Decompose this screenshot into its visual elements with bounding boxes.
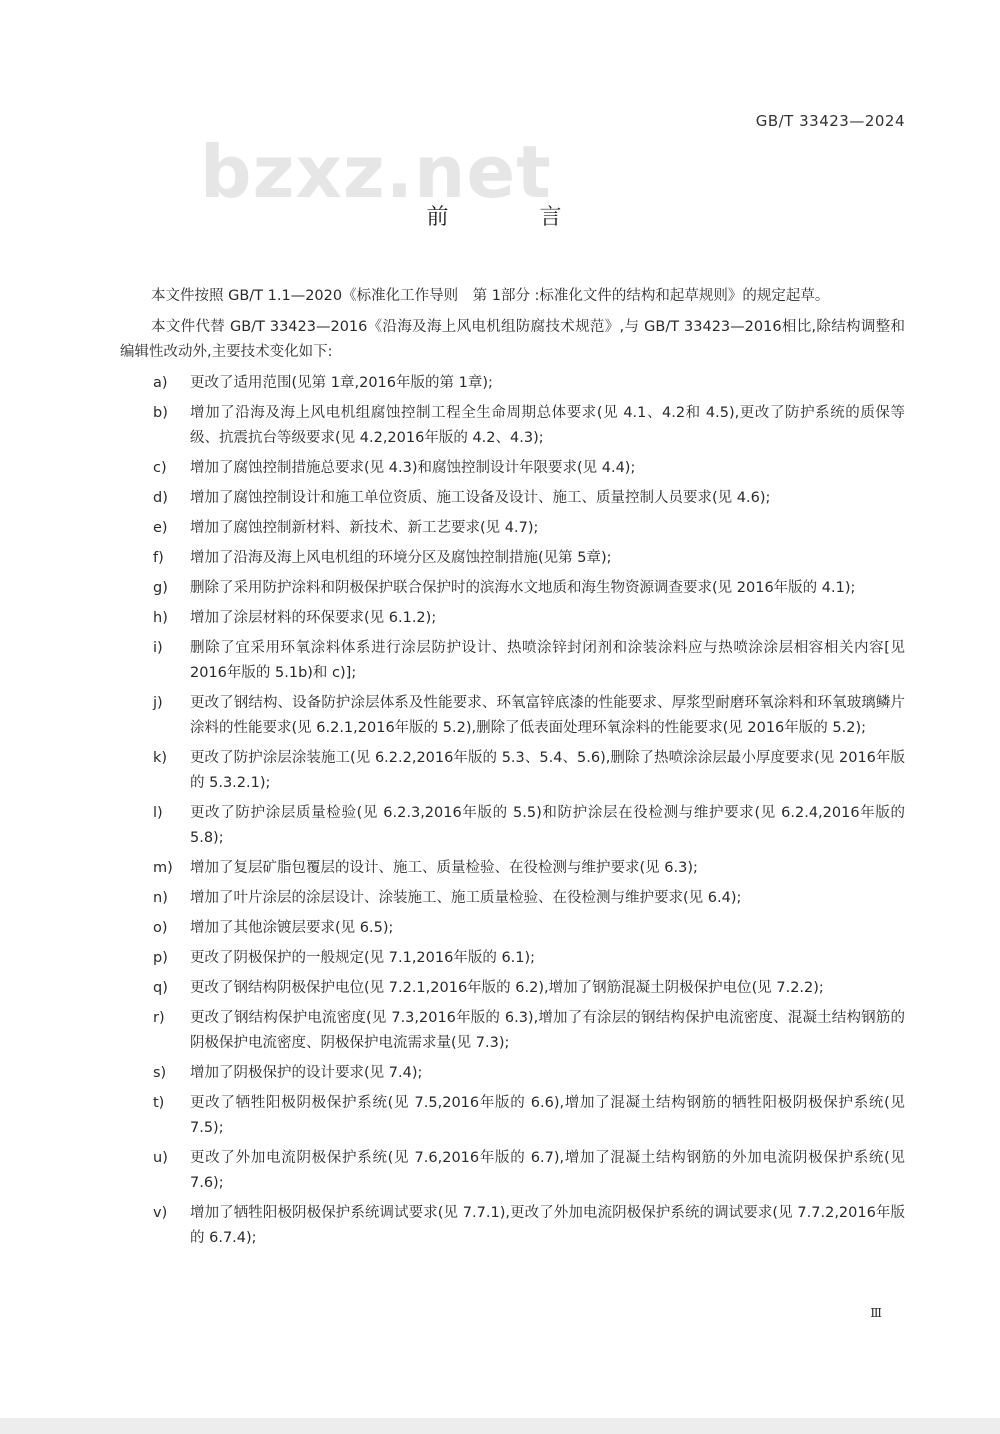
list-item-marker: f) [153,550,164,566]
list-item-marker: q) [153,980,168,996]
list-item-marker: v) [153,1205,168,1221]
watermark: bzxz.net [200,130,552,214]
list-item-marker: c) [153,460,167,476]
list-item [120,546,905,571]
standard-code: GB/T 33423—2024 [755,112,905,130]
list-item [120,976,905,1001]
list-item-text: 增加了涂层材料的环保要求(见 6.1.2); [190,610,437,626]
list-item [120,486,905,511]
list-item-marker: r) [153,1010,165,1026]
list-item [120,916,905,941]
list-item-text: 删除了宜采用环氧涂料体系进行涂层防护设计、热喷涂锌封闭剂和涂装涂料应与热喷涂涂层相容相关内容[见 2016年版的 5.1b)和 c)]; [190,640,905,681]
list-item-text: 更改了钢结构、设备防护涂层体系及性能要求、环氧富锌底漆的性能要求、厚浆型耐磨环氧涂料和环氧玻璃鳞片涂料的性能要求(见 6.2.1,2016年版的 5.2),删除了低表面处理环氧涂料的性能要求(见 2016年版的 5.2); [190,695,905,736]
list-item-marker: u) [153,1150,168,1166]
list-item-text: 增加了沿海及海上风电机组腐蚀控制工程全生命周期总体要求(见 4.1、4.2和 4.5),更改了防护系统的质保等级、抗震抗台等级要求(见 4.2,2016年版的 4.2、4.3); [190,405,905,446]
list-item [120,636,905,686]
list-item-marker: j) [153,695,163,711]
paragraph-1: 本文件按照 GB/T 1.1—2020《标准化工作导则 第 1部分 :标准化文件的结构和起草规则》的规定起草。 [151,288,830,304]
list-item-marker: a) [153,375,168,391]
list-item-marker: m) [153,860,173,876]
list-item-text: 更改了适用范围(见第 1章,2016年版的第 1章); [190,375,493,391]
list-item-text: 增加了其他涂镀层要求(见 6.5); [190,920,394,936]
list-item-marker: g) [153,580,168,596]
list-item [120,606,905,631]
list-item-marker: h) [153,610,168,626]
list-item-text: 更改了牺牲阳极阴极保护系统(见 7.5,2016年版的 6.6),增加了混凝土结构钢筋的牺牲阳极阴极保护系统(见 7.5); [190,1095,905,1136]
list-item-marker: s) [153,1065,167,1081]
list-item [120,691,905,741]
paragraph-2: 本文件代替 GB/T 33423—2016《沿海及海上风电机组防腐技术规范》,与 GB/T 33423—2016相比,除结构调整和编辑性改动外,主要技术变化如下: [120,319,905,360]
list-item-marker: n) [153,890,168,906]
list-item-text: 更改了阴极保护的一般规定(见 7.1,2016年版的 6.1); [190,950,536,966]
list-item-text: 更改了钢结构阴极保护电位(见 7.2.1,2016年版的 6.2),增加了钢筋混凝土阴极保护电位(见 7.2.2); [190,980,824,996]
list-item-text: 增加了沿海及海上风电机组的环境分区及腐蚀控制措施(见第 5章); [190,550,612,566]
list-item [120,576,905,601]
list-item [120,801,905,851]
list-item [120,1006,905,1056]
list-item [120,946,905,971]
list-item-marker: d) [153,490,168,506]
list-item-text: 更改了防护涂层质量检验(见 6.2.3,2016年版的 5.5)和防护涂层在役检测与维护要求(见 6.2.4,2016年版的 5.8); [190,805,905,846]
list-item-marker: k) [153,750,168,766]
list-item-text: 更改了防护涂层涂装施工(见 6.2.2,2016年版的 5.3、5.4、5.6),删除了热喷涂涂层最小厚度要求(见 2016年版的 5.3.2.1); [190,750,905,791]
page-number: Ⅲ [870,1306,882,1320]
page-title: 前 言 [426,205,604,230]
list-item-text: 增加了腐蚀控制设计和施工单位资质、施工设备及设计、施工、质量控制人员要求(见 4.6); [190,490,771,506]
list-item [120,1201,905,1251]
list-item-marker: p) [153,950,168,966]
list-item-text: 增加了腐蚀控制措施总要求(见 4.3)和腐蚀控制设计年限要求(见 4.4); [190,460,636,476]
list-item [120,456,905,481]
list-item-marker: i) [153,640,163,656]
list-item-marker: l) [153,805,163,821]
list-item [120,371,905,396]
list-item-text: 删除了采用防护涂料和阴极保护联合保护时的滨海水文地质和海生物资源调查要求(见 2016年版的 4.1); [190,580,856,596]
viewer-bottom-band [0,1418,1000,1434]
list-item-marker: t) [153,1095,165,1111]
list-item [120,1091,905,1141]
list-item [120,1061,905,1086]
list-item-marker: o) [153,920,168,936]
list-item [120,516,905,541]
list-item [120,856,905,881]
change-list [120,371,905,1251]
list-item [120,886,905,911]
list-item [120,1146,905,1196]
list-item-text: 更改了钢结构保护电流密度(见 7.3,2016年版的 6.3),增加了有涂层的钢结构保护电流密度、混凝土结构钢筋的阴极保护电流密度、阴极保护电流需求量(见 7.3); [190,1010,905,1051]
list-item-text: 增加了叶片涂层的涂层设计、涂装施工、施工质量检验、在役检测与维护要求(见 6.4); [190,890,742,906]
list-item-text: 增加了腐蚀控制新材料、新技术、新工艺要求(见 4.7); [190,520,539,536]
list-item-text: 增加了阴极保护的设计要求(见 7.4); [190,1065,423,1081]
list-item [120,746,905,796]
list-item [120,401,905,451]
list-item-text: 增加了复层矿脂包覆层的设计、施工、质量检验、在役检测与维护要求(见 6.3); [190,860,698,876]
list-item-text: 更改了外加电流阴极保护系统(见 7.6,2016年版的 6.7),增加了混凝土结构钢筋的外加电流阴极保护系统(见 7.6); [190,1150,905,1191]
body-text [120,284,905,1256]
list-item-text: 增加了牺牲阳极阴极保护系统调试要求(见 7.7.1),更改了外加电流阴极保护系统的调试要求(见 7.7.2,2016年版的 6.7.4); [190,1205,905,1246]
list-item-marker: b) [153,405,168,421]
list-item-marker: e) [153,520,168,536]
